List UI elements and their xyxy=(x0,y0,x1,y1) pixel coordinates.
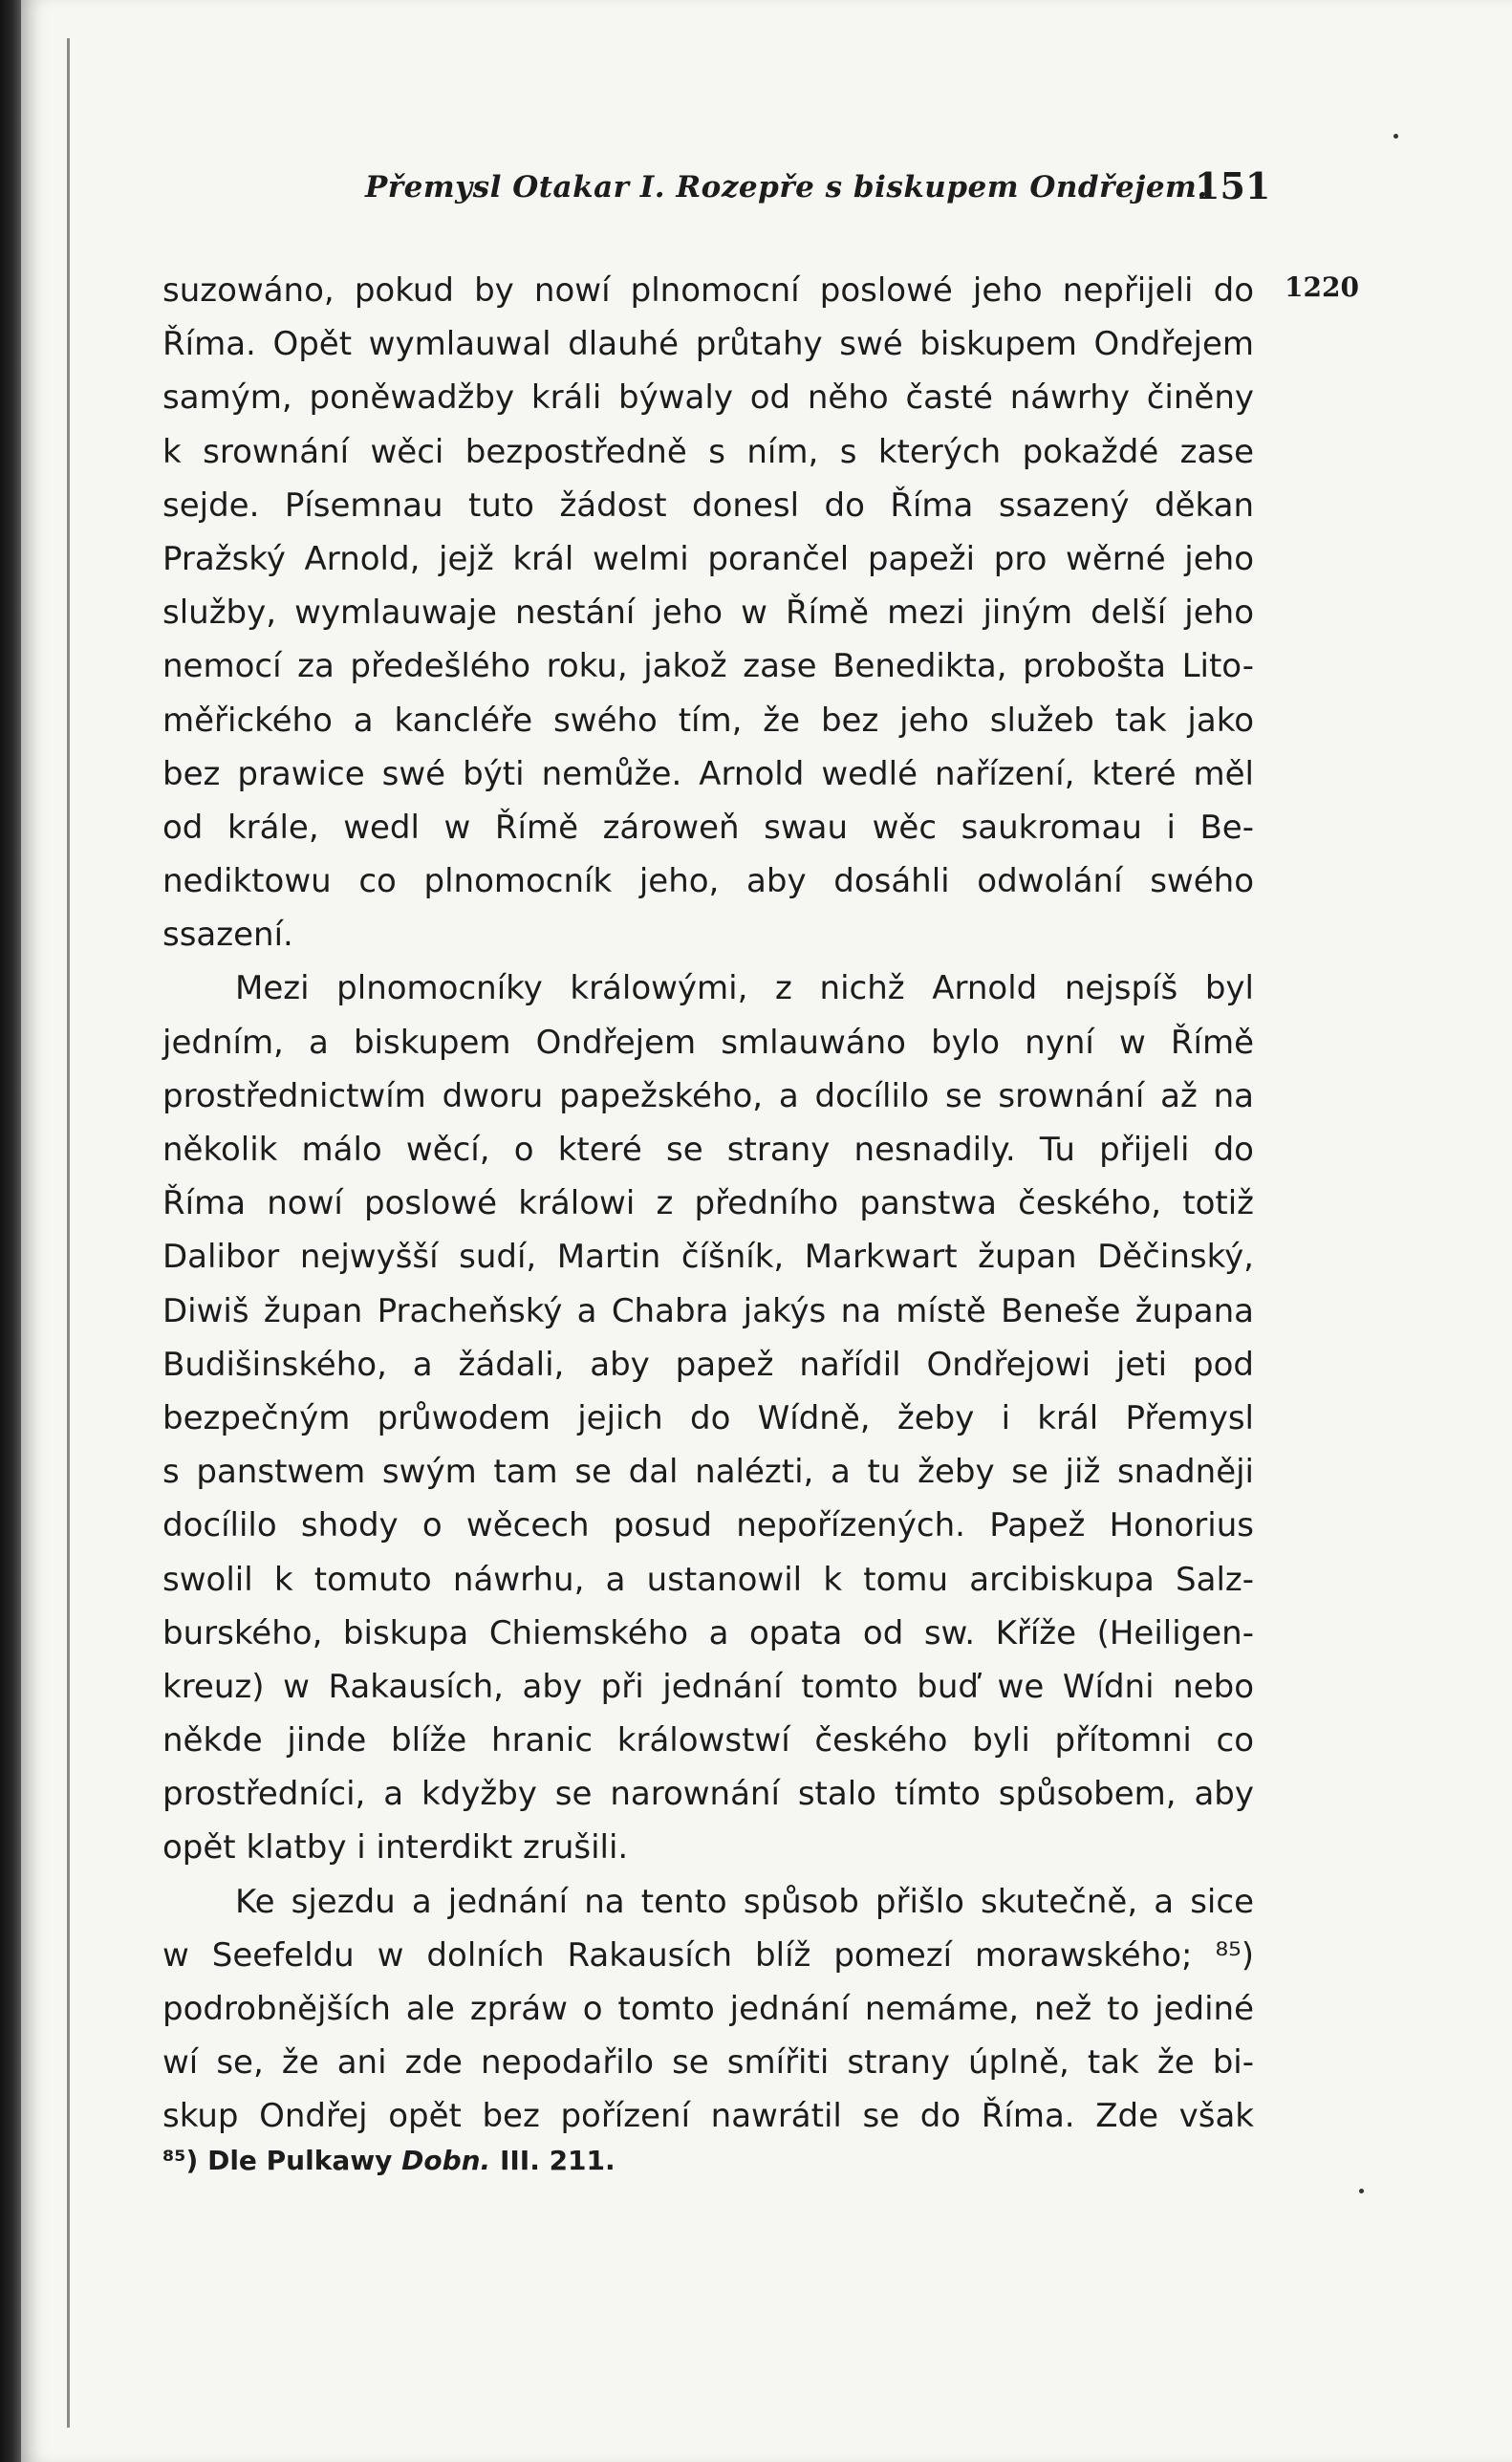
text-line: Ke sjezdu a jednání na tento spůsob přišlo skutečně, a sice xyxy=(235,1882,1254,1921)
text-line: suzowáno, pokud by nowí plnomocní poslowé jeho nepřijeli do xyxy=(162,271,1254,310)
text-line: někde jinde blíže hranic králowstwí českého byli přítomni co xyxy=(162,1721,1254,1760)
text-line: služby, wymlauwaje nestání jeho w Římě mezi jiným delší jeho xyxy=(162,594,1254,633)
text-line: samým, poněwadžby králi býwaly od něho časté náwrhy činěny xyxy=(162,378,1254,418)
book-gutter xyxy=(0,0,21,2462)
text-line: Říma nowí poslowé králowi z předního panstwa českého, totiž xyxy=(162,1184,1254,1223)
text-line: s panstwem swým tam se dal nalézti, a tu žeby se již snadněji xyxy=(162,1453,1254,1492)
text-line: burského, biskupa Chiemského a opata od sw. Kříže (Heiligen- xyxy=(162,1613,1254,1652)
footnote-text-after: III. 211. xyxy=(499,2145,616,2176)
text-line: prostředníci, a kdyžby se narownání stalo tímto spůsobem, aby xyxy=(162,1775,1254,1814)
text-line: Pražský Arnold, jejž král welmi porančel papeži pro wěrné jeho xyxy=(162,539,1254,578)
text-line: wí se, že ani zde nepodařilo se smířiti strany úplně, tak že bi- xyxy=(162,2043,1254,2083)
text-line: Říma. Opět wymlauwal dlauhé průtahy swé biskupem Ondřejem xyxy=(162,325,1254,364)
paper-speck xyxy=(1359,2189,1364,2193)
page-edge-shadow xyxy=(67,38,70,2428)
text-line: Mezi plnomocníky králowými, z nichž Arnold nejspíš byl xyxy=(235,969,1254,1008)
text-line: docílilo shody o wěcech posud nepořízených. Papež Honorius xyxy=(162,1506,1254,1545)
text-line: sejde. Písemnau tuto žádost donesl do Říma ssazený děkan xyxy=(162,486,1254,525)
text-line: bez prawice swé býti nemůže. Arnold wedlé nařízení, které měl xyxy=(162,754,1254,793)
text-line: od krále, wedl w Římě zároweň swau wěc saukromau i Be- xyxy=(162,808,1254,847)
text-line: nediktowu co plnomocník jeho, aby dosáhli odwolání swého xyxy=(162,862,1254,901)
page-number: 151 xyxy=(1195,164,1271,207)
text-line: kreuz) w Rakausích, aby při jednání tomto buď we Wídni nebo xyxy=(162,1667,1254,1706)
text-line: několik málo wěcí, o které se strany nesnadily. Tu přijeli do xyxy=(162,1131,1254,1169)
text-line: jedním, a biskupem Ondřejem smlauwáno bylo nyní w Římě xyxy=(162,1023,1254,1062)
text-line: ssazení. xyxy=(162,916,293,955)
text-line: k srownání wěci bezpostředně s ním, s kterých pokaždé zase xyxy=(162,432,1254,471)
footnote-italic: Dobn. xyxy=(401,2145,491,2176)
text-line: podrobnějších ale zpráw o tomto jednání nemáme, než to jediné xyxy=(162,1990,1254,2028)
paper-speck xyxy=(1393,134,1398,139)
page-header xyxy=(308,164,1271,227)
text-line: Diwiš župan Pracheňský a Chabra jakýs na místě Beneše župana xyxy=(162,1291,1254,1330)
text-line: swolil k tomuto náwrhu, a ustanowil k tomu arcibiskupa Salz- xyxy=(162,1560,1254,1599)
book-page xyxy=(21,0,1512,2462)
text-line: w Seefeldu w dolních Rakausích blíž pomezí morawského; ⁸⁵) xyxy=(162,1935,1254,1975)
footnote xyxy=(162,2145,1254,2176)
text-line: skup Ondřej opět bez pořízení nawrátil se do Říma. Zde však xyxy=(162,2097,1254,2136)
text-line: Budišinského, a žádali, aby papež nařídil Ondřejowi jeti pod xyxy=(162,1345,1254,1384)
text-line: opět klatby i interdikt zrušili. xyxy=(162,1828,629,1868)
body-text xyxy=(162,264,1254,2144)
margin-year-note: 1220 xyxy=(1285,271,1359,303)
text-line: měřického a kancléře swého tím, že bez jeho služeb tak jako xyxy=(162,701,1254,740)
text-line: nemocí za předešlého roku, jakož zase Benedikta, probošta Lito- xyxy=(162,647,1254,686)
footnote-marker: ⁸⁵) xyxy=(162,2145,199,2176)
footnote-text-before: Dle Pulkawy xyxy=(207,2145,393,2176)
text-line: Dalibor nejwyšší sudí, Martin číšník, Markwart župan Děčinský, xyxy=(162,1238,1254,1277)
text-line: bezpečným průwodem jejich do Wídně, žeby i král Přemysl xyxy=(162,1398,1254,1437)
text-line: prostřednictwím dworu papežského, a docílilo se srownání až na xyxy=(162,1076,1254,1115)
running-head: Přemysl Otakar I. Rozepře s biskupem Ondřejem. xyxy=(365,170,1208,205)
